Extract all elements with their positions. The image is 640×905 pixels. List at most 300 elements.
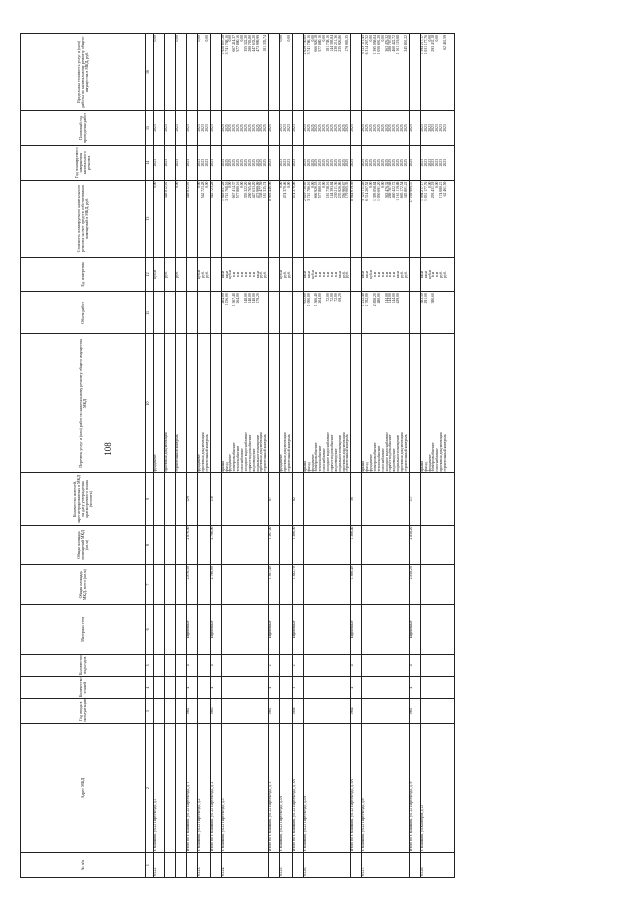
cell-line: 2023	[439, 124, 444, 132]
cell-limit	[198, 34, 211, 111]
cell-line: п.м	[333, 271, 338, 278]
cell-line: 2023	[443, 159, 447, 167]
cell-line: 1 395 058,84	[372, 35, 377, 55]
cell-people	[420, 473, 454, 525]
column-header: Материал стен	[21, 605, 146, 655]
cell-line: 665 172,54	[400, 181, 404, 199]
cell-line: строительный контроль	[443, 434, 447, 472]
cell-wall	[154, 605, 165, 655]
cell-limit	[165, 34, 176, 111]
cell-units	[210, 257, 221, 292]
cell-line: п.м	[314, 271, 319, 278]
cell-y14	[221, 145, 269, 180]
cell-line: подвальное помещение	[396, 434, 401, 472]
cell-y14	[303, 145, 351, 180]
cell-cost: 548 812,01	[165, 180, 176, 257]
table-row	[362, 34, 410, 878]
column-number: 16	[146, 34, 154, 111]
cell-people: 129	[187, 473, 198, 525]
cell-people	[221, 473, 269, 525]
cell-line: 2025	[236, 159, 241, 167]
cell-line: 2025	[302, 124, 307, 132]
cell-line: фундамент	[197, 454, 201, 472]
cell-line: 2023	[200, 159, 205, 167]
cell-line: 2025	[376, 124, 381, 132]
cell-year: 1961	[409, 699, 420, 724]
column-header: Количество жителей, зарегистрированных в МКД на дату утверждения краткосрочного плана (человек)	[21, 473, 146, 525]
cell-line: 2025	[318, 159, 323, 167]
cell-num	[292, 853, 303, 878]
cell-line: 2025	[345, 124, 350, 132]
cell-line: 235 926,86	[337, 35, 342, 52]
table-row	[221, 34, 269, 878]
table-row	[176, 34, 187, 878]
cell-line: 230 211,36	[333, 181, 338, 199]
cell-floors	[176, 676, 187, 698]
cell-line: электроснабжение	[232, 442, 237, 472]
cell-y15: 2023	[154, 111, 165, 146]
cell-line: 667 414,37	[232, 181, 237, 199]
table-body	[154, 34, 455, 878]
column-number: 6	[146, 605, 154, 655]
column-header: Ед. измерения	[21, 257, 146, 292]
cell-y14: 2023	[292, 145, 303, 180]
cell-num: 63.22.	[154, 853, 165, 878]
cell-line: проектная документация	[400, 432, 404, 472]
cell-line: куб.м	[310, 270, 315, 279]
cell-line: 1 161 119,88	[396, 35, 401, 55]
cell-line: строительный контроль	[286, 434, 291, 472]
table-row	[187, 34, 198, 878]
cell-line: 1 928 857,28	[220, 181, 225, 201]
cell-line: 2025	[361, 159, 366, 167]
cell-works: проектная документация	[165, 334, 176, 473]
cell-line: 148,00	[247, 293, 252, 304]
cell-area	[221, 565, 269, 605]
cell-line: руб.	[283, 271, 287, 278]
cell-line: 148,00	[251, 293, 256, 304]
cell-line: 356 960,67	[341, 181, 346, 199]
cell-entr: 4	[409, 654, 420, 676]
cell-line: 148,00	[243, 293, 248, 304]
cell-wall: кирпичные	[409, 605, 420, 655]
cell-line: 1 232,40	[361, 293, 366, 307]
cell-line: 1 594 217,17	[419, 181, 424, 201]
cell-works	[409, 334, 420, 473]
cell-area	[362, 565, 410, 605]
cell-line: 2025	[329, 159, 334, 167]
cell-line: п.м	[232, 271, 237, 278]
cell-line: 2025	[400, 124, 404, 132]
cell-line: 6 314 267,52	[365, 35, 370, 55]
cell-line: 2025	[314, 124, 319, 132]
cell-line: п.м	[431, 271, 436, 278]
cell-vol	[154, 292, 165, 334]
cell-line: холодное водоснабжение	[243, 432, 248, 472]
cell-wall: кирпичные	[187, 605, 198, 655]
cell-limit	[303, 34, 351, 111]
cell-wall	[221, 605, 269, 655]
cell-line: 72,00	[326, 293, 330, 302]
cell-line: п.м	[376, 271, 381, 278]
cell-line: строительный контроль	[204, 434, 209, 472]
cell-line: 0,00	[310, 35, 315, 42]
cell-vol	[420, 292, 454, 334]
cell-line: 181 335,74	[263, 181, 268, 199]
cell-area2	[165, 525, 176, 565]
cell-units	[362, 257, 410, 292]
cell-line: 2023	[443, 124, 447, 132]
cell-vol	[292, 292, 303, 334]
cell-line: 0,00	[322, 181, 327, 189]
cell-line: 2023	[427, 124, 432, 132]
cell-line: 2025	[380, 159, 385, 167]
cell-y15	[303, 111, 351, 146]
cell-line: 179,20	[255, 293, 260, 304]
cell-works: фундамент	[154, 334, 165, 473]
cell-line: 2025	[247, 124, 252, 132]
cell-floors	[221, 676, 269, 698]
cell-line: 2023	[279, 159, 284, 167]
cell-line: кв.м	[423, 271, 428, 278]
cell-entr	[420, 654, 454, 676]
cell-line: 345 801,22	[403, 35, 408, 52]
cell-line: кв.м	[302, 271, 307, 278]
cell-line: 2025	[251, 159, 256, 167]
cell-area	[198, 565, 211, 605]
cell-line: п.м	[380, 271, 385, 278]
cell-limit	[210, 34, 221, 111]
cell-cost: 0,00	[154, 180, 165, 257]
cell-line: фасад	[423, 462, 428, 472]
cell-works	[351, 334, 362, 473]
cell-vol	[221, 292, 269, 334]
cell-line: руб.	[259, 271, 264, 278]
cell-line: кв.м	[396, 271, 401, 278]
cell-line: 0,00	[279, 181, 284, 189]
cell-entr	[303, 654, 351, 676]
cell-line: 2025	[384, 159, 389, 167]
column-header: № п/п	[21, 853, 146, 878]
column-number: 15	[146, 111, 154, 146]
cell-area: 2 858,20	[409, 565, 420, 605]
cell-line: холодное водоснабжение	[326, 432, 330, 472]
cell-year	[176, 699, 187, 724]
cell-num: 63.23.	[198, 853, 211, 878]
cell-line: п.м	[384, 271, 389, 278]
cell-y15: 2025	[409, 111, 420, 146]
cell-units	[280, 257, 293, 292]
cell-line: 355 322,20	[243, 35, 248, 52]
cell-line: 2025	[388, 124, 393, 132]
cell-floors	[362, 676, 410, 698]
cell-works	[221, 334, 269, 473]
cell-vol	[210, 292, 221, 334]
cell-line: 439,00	[396, 293, 401, 304]
cell-limit	[292, 34, 303, 111]
cell-line: п.м	[251, 271, 256, 278]
cell-people: 116	[210, 473, 221, 525]
cell-line: 0,00	[279, 35, 284, 42]
cell-line: 2023	[423, 159, 428, 167]
table-row	[351, 34, 362, 878]
cell-line: 2025	[255, 124, 260, 132]
cell-vol	[409, 292, 420, 334]
cell-num	[351, 853, 362, 878]
cell-year: 1964	[351, 699, 362, 724]
cell-line: 667 414,37	[232, 35, 237, 52]
cell-line: 2025	[240, 124, 244, 132]
cell-y14	[198, 145, 211, 180]
cell-line: 2025	[306, 159, 311, 167]
cell-area2	[154, 525, 165, 565]
cell-addr: Итого по г. Канашин, ул. 22 Партсъезда, д. 3	[269, 724, 280, 853]
cell-line: 2025	[251, 124, 256, 132]
cell-num	[409, 853, 420, 878]
cell-line: 2025	[220, 159, 225, 167]
cell-line: 2025	[263, 124, 268, 132]
cell-line: фасад	[306, 462, 311, 472]
cell-line: 577 880,16	[318, 181, 323, 199]
cell-units: руб.	[165, 257, 176, 292]
cell-line: 0,00	[435, 181, 440, 189]
cell-people	[176, 473, 187, 525]
cell-line: 2023	[431, 159, 436, 167]
cell-line: 2023	[435, 124, 440, 132]
cell-line: 2025	[224, 124, 229, 132]
cell-area	[176, 565, 187, 605]
cell-cost: 17 169 909,37	[409, 180, 420, 257]
cell-line: строительный контроль	[345, 434, 350, 472]
cell-wall	[198, 605, 211, 655]
cell-limit	[280, 34, 293, 111]
column-number: 9	[146, 473, 154, 525]
cell-line: 280 765,80	[247, 181, 252, 199]
cell-people: 56	[351, 473, 362, 525]
cell-y15: 2023	[292, 111, 303, 146]
cell-line: 480,00	[376, 293, 381, 304]
table-row	[280, 34, 293, 878]
cell-line: 2025	[224, 159, 229, 167]
cell-line: руб.	[200, 271, 205, 278]
cell-addr: г. Канашин, ул.22 Партсъезда, д.3	[221, 724, 269, 853]
cell-area2: 1 366,30	[292, 525, 303, 565]
cell-line: 144 393,84	[329, 35, 334, 52]
cell-line: 542 723,28	[200, 181, 205, 199]
cell-line: 2025	[376, 159, 381, 167]
cell-line: 2 629 730,85	[302, 181, 307, 201]
cell-addr: г. Канашин, ул.22 Партсъезда, д.5А	[303, 724, 351, 853]
cell-people	[154, 473, 165, 525]
table-row	[292, 34, 303, 878]
cell-cost	[362, 180, 410, 257]
cell-line: 2025	[403, 124, 408, 132]
cell-line: фасад	[224, 462, 229, 472]
cell-line: 174 080,21	[439, 181, 444, 199]
cell-line: 2023	[204, 124, 209, 132]
column-number: 1	[146, 853, 154, 878]
cell-line: 474 370,46	[283, 181, 287, 199]
cell-line: 0,00	[322, 35, 327, 42]
cell-limit	[221, 34, 269, 111]
cell-line: 230 211,36	[333, 35, 338, 52]
cell-y15: 2023	[165, 111, 176, 146]
cell-line: п.м	[392, 271, 397, 278]
cell-line: 2025	[318, 124, 323, 132]
cell-wall: кирпичные	[351, 605, 362, 655]
cell-y15: 2025	[351, 111, 362, 146]
cell-line: куб.м	[197, 270, 201, 279]
cell-units	[292, 257, 303, 292]
cell-entr	[198, 654, 211, 676]
cell-addr: Итого по г. Канашин, ул. 22 Партсъезда, д. 5А	[351, 724, 362, 853]
cell-line: электроснабжение	[431, 442, 436, 472]
cell-units	[303, 257, 351, 292]
cell-year	[165, 699, 176, 724]
cell-line: электроснабжение	[372, 442, 377, 472]
cell-line: 666 926,18	[314, 181, 319, 199]
cell-y14: 2023	[187, 145, 198, 180]
cell-y14	[420, 145, 454, 180]
cell-line: 2025	[243, 159, 248, 167]
cell-vol	[362, 292, 410, 334]
cell-line: 338 477,59	[259, 181, 264, 199]
cell-line: газоснабжение	[240, 448, 244, 472]
cell-floors	[198, 676, 211, 698]
table-row	[198, 34, 211, 878]
cell-line: 2025	[228, 159, 233, 167]
cell-line: 2025	[365, 124, 370, 132]
cell-limit	[187, 34, 198, 111]
cell-addr: Итого по г. Канашин, ул. 22 Партсъезда, д. 1	[187, 724, 198, 853]
column-number: 11	[146, 292, 154, 334]
cell-line: руб.	[439, 271, 444, 278]
cell-units: руб.	[176, 257, 187, 292]
cell-cost: 474 370,46	[292, 180, 303, 257]
cell-line: куб.м	[369, 270, 373, 279]
cell-line: горячее водоснабжение	[388, 434, 393, 472]
cell-line: 144,00	[388, 293, 393, 304]
cell-line: 0,00	[204, 181, 209, 189]
cell-units	[409, 257, 420, 292]
column-number: 12	[146, 257, 154, 292]
cell-num: 63.25.	[280, 853, 293, 878]
cell-line: кв.м	[224, 271, 229, 278]
cell-line: 3 741 786,16	[306, 35, 311, 55]
cell-line: кв.м	[220, 271, 225, 278]
cell-line: 2025	[372, 159, 377, 167]
cell-wall: кирпичные	[210, 605, 221, 655]
cell-y15	[280, 111, 293, 146]
cell-line: п.м	[318, 271, 323, 278]
cell-line: 264,00	[236, 293, 241, 304]
cell-line: 0,00	[204, 35, 209, 42]
cell-line: 0,00	[310, 181, 315, 189]
cell-entr	[154, 654, 165, 676]
cell-line: 3 741 786,16	[306, 181, 311, 201]
cell-line: кв.м	[419, 271, 424, 278]
cell-line: горячее водоснабжение	[247, 434, 252, 472]
cell-area	[303, 565, 351, 605]
cell-line: 2025	[228, 124, 233, 132]
cell-line: газоснабжение	[435, 448, 440, 472]
cell-vol	[303, 292, 351, 334]
cell-line: руб.	[204, 271, 209, 278]
column-number: 14	[146, 145, 154, 180]
column-header: Количество подъездов	[21, 654, 146, 676]
cell-area2	[420, 525, 454, 565]
cell-line: газоснабжение	[380, 448, 385, 472]
cell-line: 3 741 768,16	[224, 181, 229, 201]
cell-area	[165, 565, 176, 605]
cell-y15	[198, 111, 211, 146]
cell-line: п.м	[236, 271, 241, 278]
column-header: Объем работ	[21, 292, 146, 334]
cell-line: руб.	[341, 271, 346, 278]
cell-num: 63.27.	[362, 853, 410, 878]
cell-year: 1961	[187, 699, 198, 724]
cell-line: куб.м	[427, 270, 432, 279]
cell-line: 380,60	[431, 293, 436, 304]
cell-line: горячее водоснабжение	[329, 434, 334, 472]
cell-limit	[420, 34, 454, 111]
cell-line: фундамент	[228, 454, 233, 472]
cell-line: 1 782,00	[365, 293, 370, 307]
cell-y15: 2023	[187, 111, 198, 146]
cell-line: кв.м	[337, 271, 342, 278]
cell-floors: 3	[292, 676, 303, 698]
cell-wall	[303, 605, 351, 655]
cell-line: водоотведение	[251, 448, 256, 472]
cell-entr: 2	[269, 654, 280, 676]
cell-line: 447 633,20	[251, 181, 256, 199]
cell-line: 2025	[380, 124, 385, 132]
cell-line: 2025	[361, 124, 366, 132]
cell-entr: 4	[187, 654, 198, 676]
cell-line: 293 431,18	[431, 35, 436, 52]
cell-line: 460 422,72	[392, 35, 397, 52]
cell-line: 2025	[232, 124, 237, 132]
cell-line: 62 461,59	[443, 35, 447, 50]
cell-floors	[303, 676, 351, 698]
cell-floors: 4	[351, 676, 362, 698]
cell-line: крыша	[419, 460, 424, 472]
cell-entr	[280, 654, 293, 676]
cell-line: фасад	[365, 462, 370, 472]
table-row	[165, 34, 176, 878]
cell-year	[362, 699, 410, 724]
cell-line: теплоснабжение	[236, 445, 241, 472]
column-number: 2	[146, 724, 154, 853]
cell-addr	[165, 724, 176, 853]
cell-line: 0,00	[240, 181, 244, 189]
cell-units	[351, 257, 362, 292]
cell-line: 2023	[283, 124, 287, 132]
cell-addr: г. Канашин, ул.Кооперат, д.12	[420, 724, 454, 853]
cell-line: 2025	[310, 124, 315, 132]
cell-area: 2 876,50	[187, 565, 198, 605]
cell-wall	[280, 605, 293, 655]
cell-num	[269, 853, 280, 878]
cell-y15: 2023	[210, 111, 221, 146]
cell-y14	[362, 145, 410, 180]
cell-line: 0,00	[427, 35, 432, 42]
cell-line: 179 065,35	[345, 181, 350, 199]
cell-floors	[154, 676, 165, 698]
cell-line: 2023	[435, 159, 440, 167]
cell-vol	[269, 292, 280, 334]
cell-line: 2025	[388, 159, 393, 167]
